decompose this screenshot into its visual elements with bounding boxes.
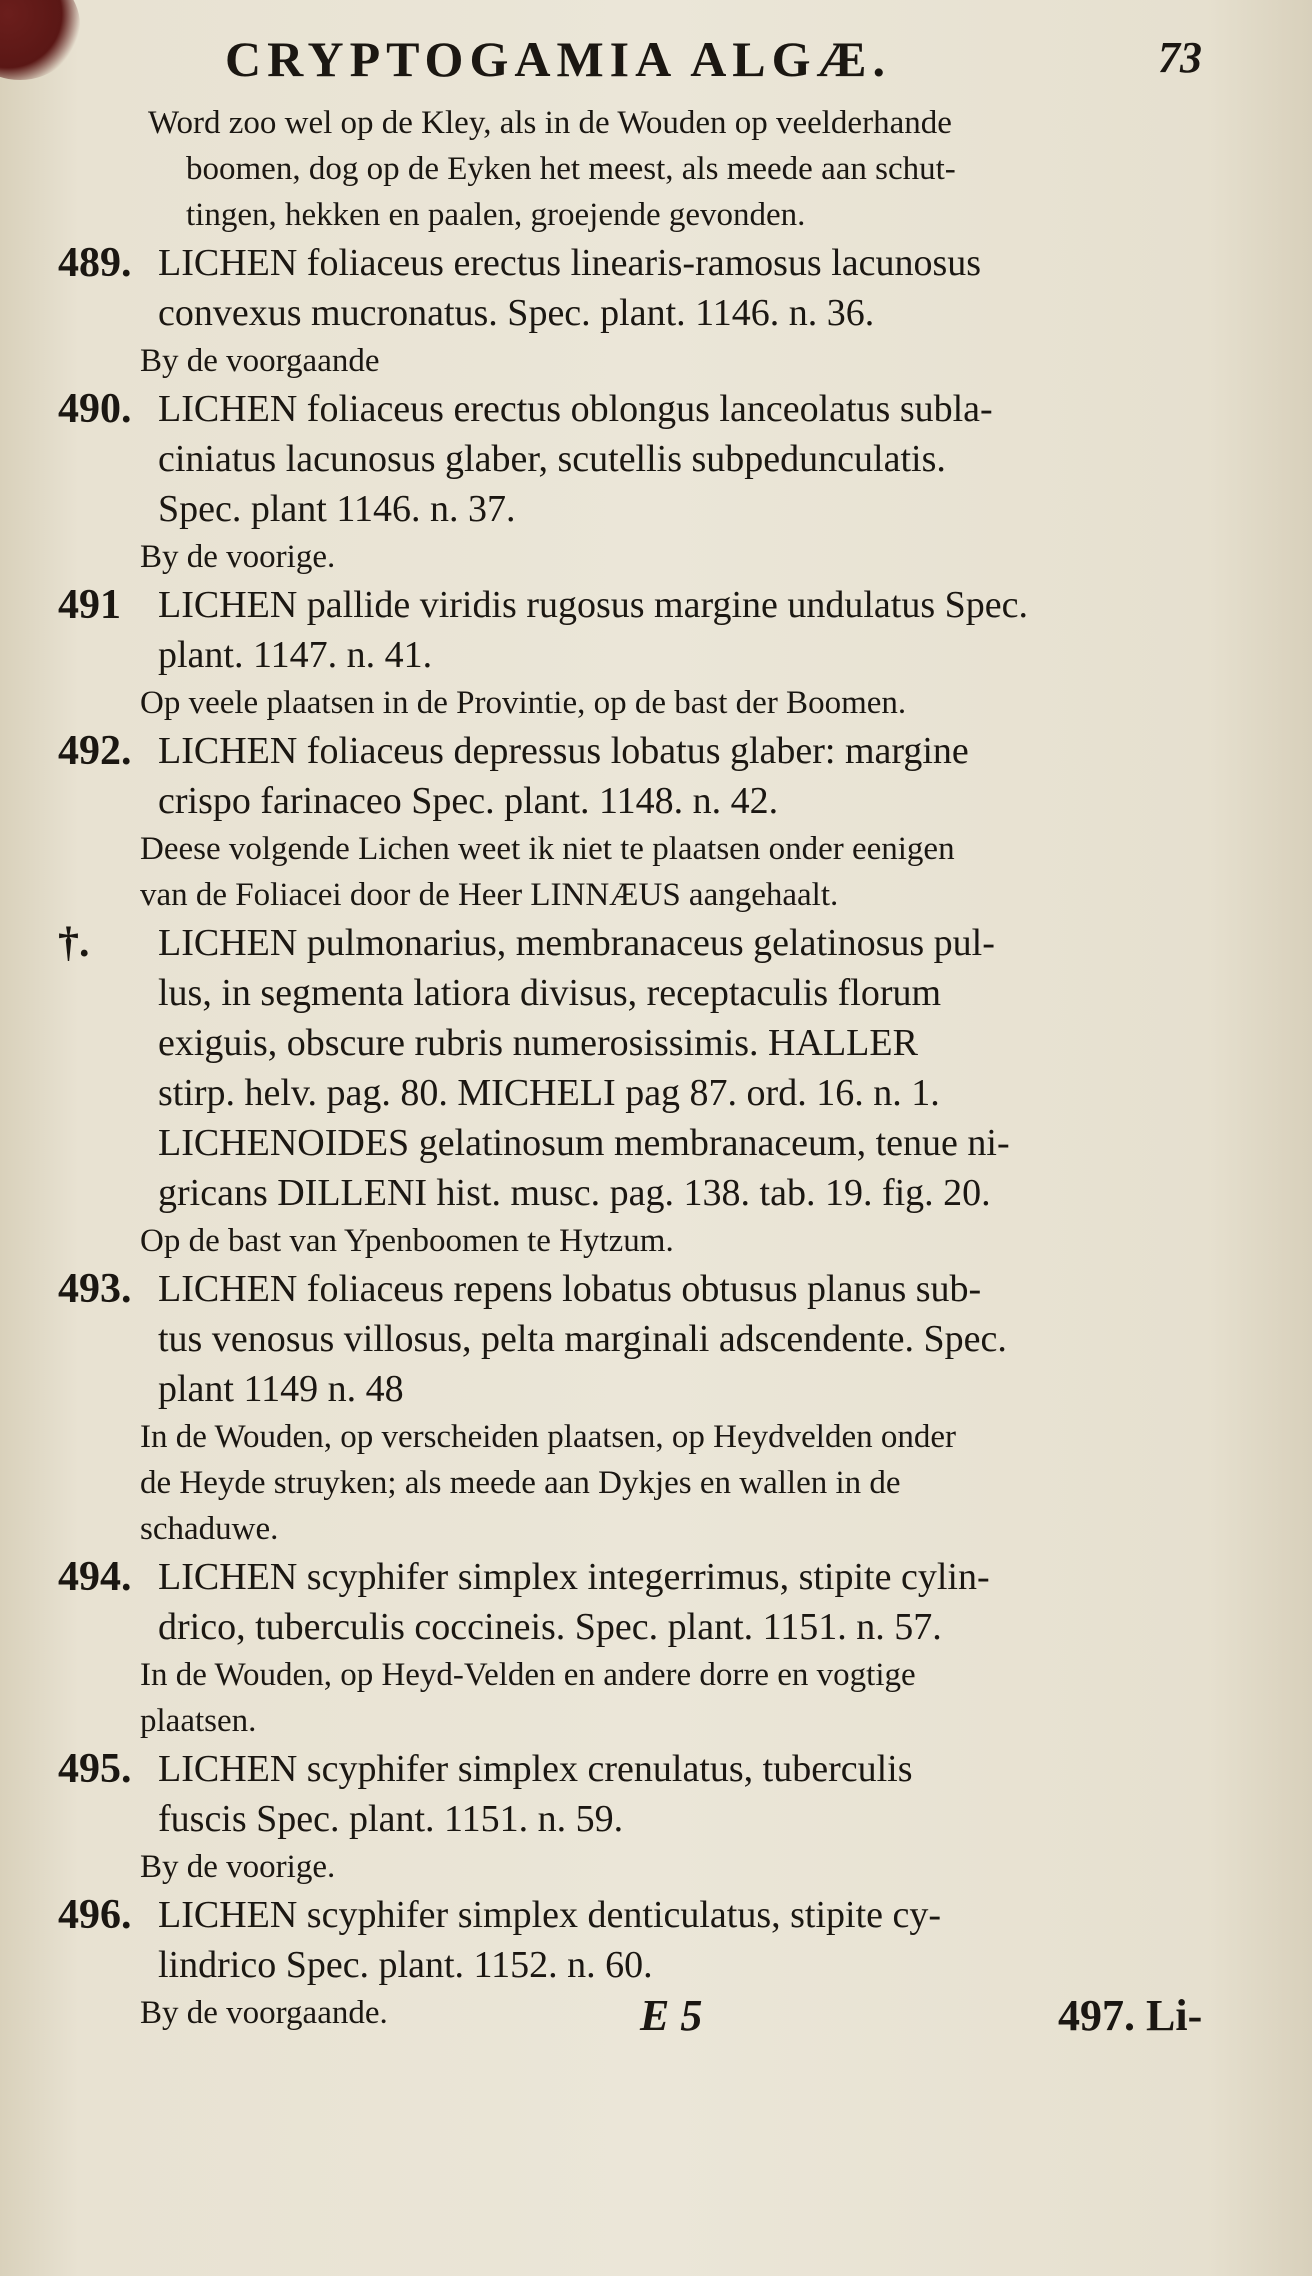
entry-line: ciniatus lacunosus glaber, scutellis subpedunculatis. — [158, 438, 946, 480]
entry-number: 490. — [58, 386, 132, 432]
entry-line: lindrico Spec. plant. 1152. n. 60. — [158, 1944, 653, 1986]
intro-line: tingen, hekken en paalen, groejende gevonden. — [186, 197, 806, 233]
locality-line: By de voorige. — [140, 1849, 336, 1885]
entry-line: plant 1149 n. 48 — [158, 1368, 404, 1410]
entry-line: tus venosus villosus, pelta marginali adscendente. Spec. — [158, 1318, 1007, 1360]
entry-number: 491 — [58, 582, 121, 628]
entry-line — [0, 1890, 1312, 1940]
entry-number: 495. — [58, 1746, 132, 1792]
intro-line: boomen, dog op de Eyken het meest, als meede aan schut- — [186, 151, 956, 187]
entry-text: LICHEN foliaceus erectus linearis-ramosus lacunosus — [158, 242, 982, 284]
locality-line: Op de bast van Ypenboomen te Hytzum. — [140, 1223, 674, 1259]
locality-line: In de Wouden, op verscheiden plaatsen, op Heydvelden onder — [140, 1419, 956, 1455]
entry-line: drico, tuberculis coccineis. Spec. plant. 1151. n. 57. — [158, 1606, 942, 1648]
entry-text: LICHEN pulmonarius, membranaceus gelatinosus pul- — [158, 922, 995, 964]
running-title: CRYPTOGAMIA ALGÆ. — [225, 31, 892, 87]
entry-text: LICHEN pallide viridis rugosus margine undulatus Spec. — [158, 584, 1029, 626]
locality-line: plaatsen. — [140, 1703, 257, 1739]
locality-line: By de voorige. — [140, 539, 336, 575]
entry-line — [0, 1264, 1312, 1314]
intro-line: Word zoo wel op de Kley, als in de Wouden op veelderhande — [148, 105, 952, 141]
entry-line: crispo farinaceo Spec. plant. 1148. n. 42. — [158, 780, 779, 822]
entry-number: 489. — [58, 240, 132, 286]
entry-line: exiguis, obscure rubris numerosissimis. HALLER — [158, 1022, 918, 1064]
entry-text: LICHEN foliaceus repens lobatus obtusus planus sub- — [158, 1268, 982, 1310]
entry-line: fuscis Spec. plant. 1151. n. 59. — [158, 1798, 624, 1840]
entry-text: LICHEN foliaceus depressus lobatus glaber: margine — [158, 730, 969, 772]
running-head — [0, 30, 1312, 90]
locality-line: By de voorgaande. — [140, 1995, 388, 2031]
entry-number: 493. — [58, 1266, 132, 1312]
entry-text: LICHEN scyphifer simplex crenulatus, tuberculis — [158, 1748, 913, 1790]
entry-line: gricans DILLENI hist. musc. pag. 138. tab. 19. fig. 20. — [158, 1172, 991, 1214]
entry-number: †. — [58, 920, 90, 966]
entry-line: stirp. helv. pag. 80. MICHELI pag 87. ord. 16. n. 1. — [158, 1072, 940, 1114]
entry-line: plant. 1147. n. 41. — [158, 634, 433, 676]
entry-line — [0, 580, 1312, 630]
locality-line: Op veele plaatsen in de Provintie, op de bast der Boomen. — [140, 685, 907, 721]
entry-number: 494. — [58, 1554, 132, 1600]
entry-line: Spec. plant 1146. n. 37. — [158, 488, 516, 530]
entry-line — [0, 726, 1312, 776]
locality-line: schaduwe. — [140, 1511, 279, 1547]
entry-number: 496. — [58, 1892, 132, 1938]
signature-mark: E 5 — [640, 1991, 703, 2040]
entry-line: LICHENOIDES gelatinosum membranaceum, tenue ni- — [158, 1122, 1010, 1164]
locality-line: Deese volgende Lichen weet ik niet te plaatsen onder eenigen — [140, 831, 955, 867]
entry-number: 492. — [58, 728, 132, 774]
entry-line — [0, 384, 1312, 434]
entry-text: LICHEN scyphifer simplex denticulatus, stipite cy- — [158, 1894, 942, 1936]
locality-line: In de Wouden, op Heyd-Velden en andere dorre en vogtige — [140, 1657, 916, 1693]
entry-line: convexus mucronatus. Spec. plant. 1146. n. 36. — [158, 292, 875, 334]
page-content — [0, 100, 1312, 2036]
locality-line: By de voorgaande — [140, 343, 380, 379]
catchword: 497. Li- — [1058, 1991, 1203, 2040]
entry-text: LICHEN foliaceus erectus oblongus lanceolatus subla- — [158, 388, 993, 430]
entry-line: lus, in segmenta latiora divisus, receptaculis florum — [158, 972, 942, 1014]
entry-line — [0, 918, 1312, 968]
locality-line: de Heyde struyken; als meede aan Dykjes en wallen in de — [140, 1465, 901, 1501]
page-number: 73 — [1158, 33, 1202, 82]
locality-line: van de Foliacei door de Heer LINNÆUS aangehaalt. — [140, 877, 839, 913]
entry-line — [0, 1552, 1312, 1602]
entry-line — [0, 238, 1312, 288]
entry-text: LICHEN scyphifer simplex integerrimus, stipite cylin- — [158, 1556, 990, 1598]
entry-line — [0, 1744, 1312, 1794]
page-footer — [0, 1990, 1312, 2050]
